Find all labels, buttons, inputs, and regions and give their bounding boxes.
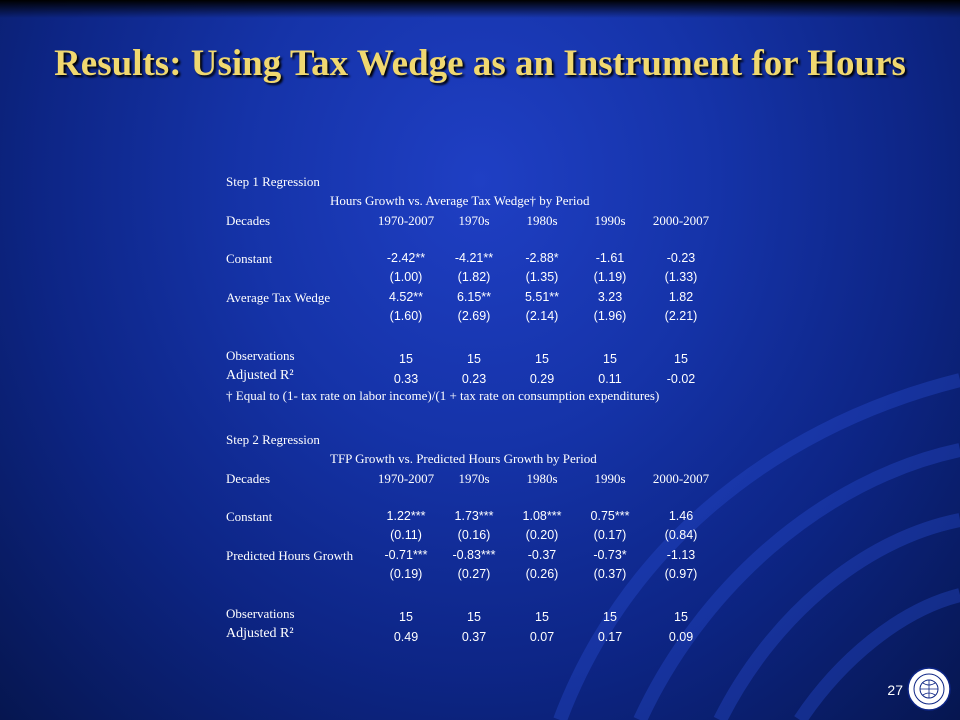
row-label: Constant [226, 509, 273, 525]
table-cell: 0.49 [393, 629, 419, 644]
table-cell: 1.22*** [386, 509, 426, 524]
row-label: Predicted Hours Growth [226, 547, 354, 563]
step1-col-header: 1980s [526, 212, 558, 228]
table-cell: 15 [603, 609, 617, 624]
table-cell: -0.71*** [384, 547, 428, 562]
table-cell: (1.19) [593, 270, 627, 285]
table-cell: (1.35) [525, 270, 559, 285]
table-cell: 1.82 [668, 289, 694, 304]
step1-col-header: 1970-2007 [377, 212, 435, 228]
table-cell: 1.08*** [522, 509, 562, 524]
step1-col-header: 2000-2007 [652, 212, 710, 228]
table-cell: 3.23 [597, 289, 623, 304]
table-cell: (0.97) [664, 567, 698, 582]
step2-col-header: 2000-2007 [652, 470, 710, 486]
table-cell: 5.51** [524, 289, 560, 304]
step2-col-header: 1970-2007 [377, 470, 435, 486]
table-cell: (0.19) [389, 567, 423, 582]
table-cell: 15 [674, 609, 688, 624]
table-cell: (1.96) [593, 309, 627, 324]
table-cell: 0.37 [461, 629, 487, 644]
table-cell: (0.16) [457, 528, 491, 543]
step2-subheading: TFP Growth vs. Predicted Hours Growth by Period [330, 451, 597, 467]
table-cell: 0.09 [668, 629, 694, 644]
imf-seal-icon [906, 666, 952, 712]
top-shadow-band [0, 0, 960, 18]
table-cell: (0.17) [593, 528, 627, 543]
table-cell: (1.00) [389, 270, 423, 285]
adjusted-r2-label: Adjusted R² [226, 367, 294, 383]
step2-heading: Step 2 Regression [226, 432, 320, 447]
step2-col-header: 1980s [526, 470, 558, 486]
step2-decades-label: Decades [226, 470, 271, 486]
row-label: Average Tax Wedge [226, 289, 331, 305]
table-cell: (1.82) [457, 270, 491, 285]
table-cell: -4.21** [454, 251, 494, 266]
table-cell: -0.83*** [452, 547, 496, 562]
step1-decades-label: Decades [226, 212, 271, 228]
table-cell: -2.42** [386, 251, 426, 266]
table-cell: (2.14) [525, 309, 559, 324]
table-cell: -0.02 [666, 371, 696, 386]
table-cell: (0.20) [525, 528, 559, 543]
table-cell: 15 [535, 609, 549, 624]
page-number: 27 [887, 682, 903, 698]
table-cell: (0.27) [457, 567, 491, 582]
step1-col-header: 1970s [458, 212, 490, 228]
table-cell: 0.29 [529, 371, 555, 386]
step1-col-header: 1990s [594, 212, 626, 228]
table-cell: -0.23 [666, 251, 696, 266]
table-cell: -2.88* [525, 251, 559, 266]
table-cell: (0.26) [525, 567, 559, 582]
table-cell: 0.07 [529, 629, 555, 644]
slide-title: Results: Using Tax Wedge as an Instrument for Hours [54, 43, 906, 84]
table-cell: 15 [535, 351, 549, 366]
table-cell: -0.73* [593, 547, 627, 562]
table-cell: 0.75*** [590, 509, 630, 524]
step2-col-header: 1970s [458, 470, 490, 486]
adjusted-r2-label: Adjusted R² [226, 625, 294, 641]
observations-label: Observations [226, 347, 295, 363]
table-cell: -0.37 [527, 547, 557, 562]
footnote: † Equal to (1- tax rate on labor income)/(1 + tax rate on consumption expenditures) [226, 387, 660, 403]
table-cell: 15 [399, 609, 413, 624]
table-cell: 1.73*** [454, 509, 494, 524]
table-cell: 15 [603, 351, 617, 366]
table-cell: (0.84) [664, 528, 698, 543]
table-cell: (2.21) [664, 309, 698, 324]
table-cell: 1.46 [668, 509, 694, 524]
table-cell: 15 [674, 351, 688, 366]
table-cell: (1.60) [389, 309, 423, 324]
table-cell: -1.13 [666, 547, 696, 562]
observations-label: Observations [226, 605, 295, 621]
table-cell: 4.52** [388, 289, 424, 304]
step1-subheading: Hours Growth vs. Average Tax Wedge† by Period [330, 193, 590, 209]
table-cell: 0.17 [597, 629, 623, 644]
step2-col-header: 1990s [594, 470, 626, 486]
row-label: Constant [226, 251, 273, 267]
table-cell: 15 [467, 351, 481, 366]
table-cell: 0.11 [598, 371, 622, 386]
table-cell: (1.33) [664, 270, 698, 285]
table-cell: 15 [399, 351, 413, 366]
table-cell: (0.11) [390, 528, 422, 543]
table-cell: 6.15** [456, 289, 492, 304]
table-cell: -1.61 [595, 251, 625, 266]
table-cell: 0.33 [393, 371, 419, 386]
table-cell: (0.37) [593, 567, 627, 582]
step1-heading: Step 1 Regression [226, 174, 320, 189]
table-cell: 0.23 [461, 371, 487, 386]
table-cell: 15 [467, 609, 481, 624]
table-cell: (2.69) [457, 309, 491, 324]
